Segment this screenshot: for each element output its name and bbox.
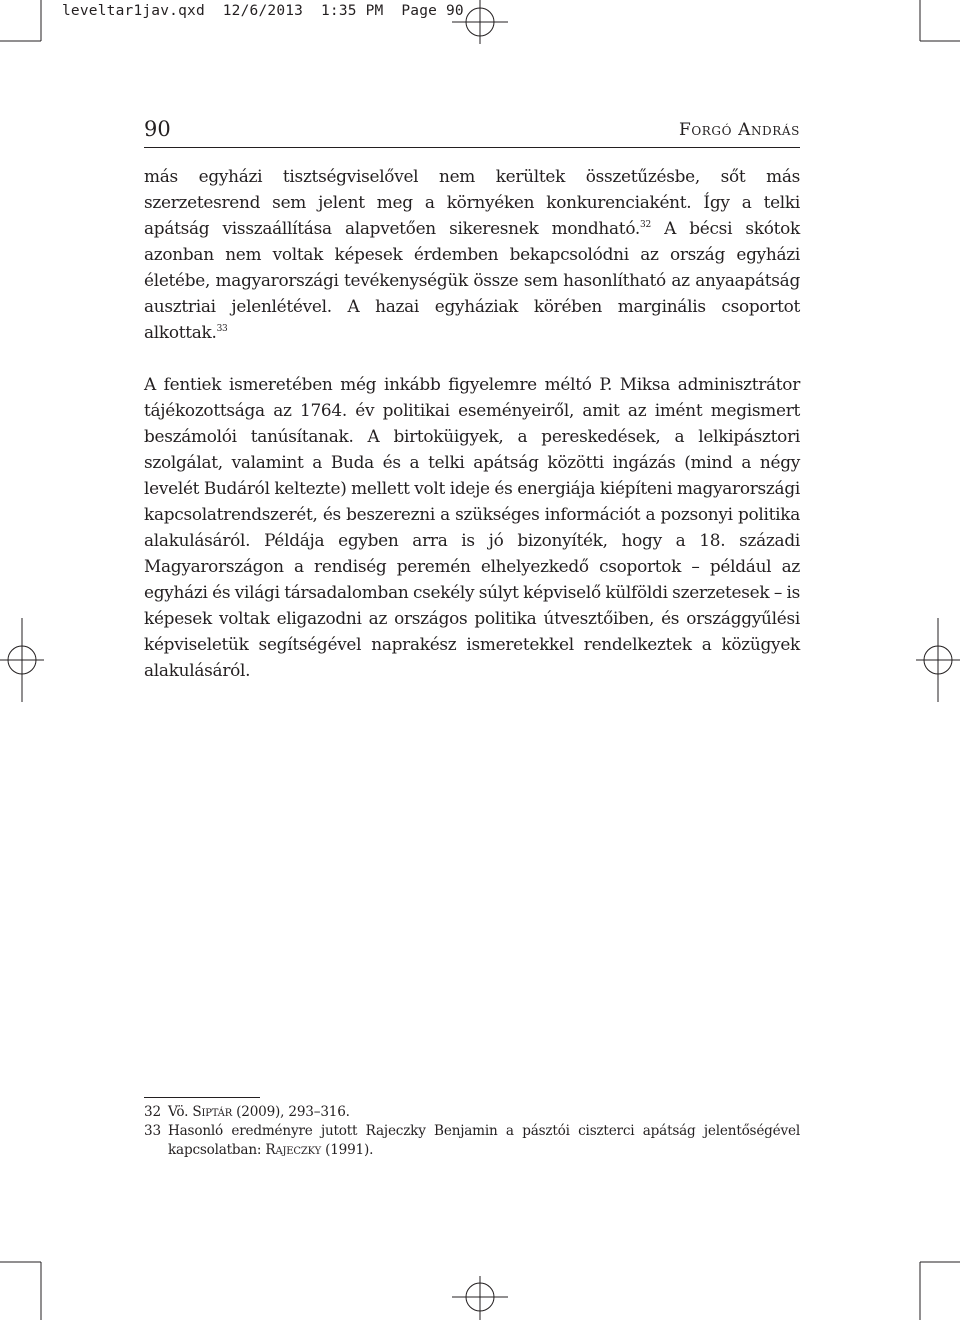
body-text	[144, 163, 800, 683]
page-header	[144, 117, 800, 148]
footnote-text-part: Vö.	[168, 1104, 193, 1120]
footnote-text-part: (1991).	[320, 1142, 374, 1158]
footnote-reference: 32	[640, 220, 651, 230]
cited-author: Siptár	[192, 1104, 233, 1120]
footnote-number: 32	[144, 1104, 161, 1120]
footnote-number: 33	[144, 1123, 161, 1139]
running-head-author: Forgó András	[678, 120, 800, 140]
registration-mark	[452, 1276, 508, 1320]
paragraph	[144, 163, 800, 345]
cited-author: Rajeczky	[265, 1142, 321, 1158]
registration-mark	[452, 0, 508, 44]
footnotes	[144, 1103, 800, 1160]
footnote-text	[168, 1103, 800, 1122]
paragraph-text: más egyházi tisztségviselővel nem kerültek összetűzésbe, sőt más szerzetesrend sem jelent meg a környéken konkurenciaként. Így a telki apátság visszaállítása alapvetően sikeresnek mondható.	[144, 166, 800, 238]
paragraph-text: A bécsi skótok azonban nem voltak képesek érdemben bekapcsolódni az ország egyházi életébe, magyarországi tevékenységük össze sem hasonlítható az anyaapátság ausztriai jelenlétével. A hazai egyháziak körében marginális csoportot alkottak.	[144, 218, 800, 342]
registration-mark	[0, 618, 44, 702]
footnote-text-part: Hasonló eredményre jutott Rajeczky Benjamin a pásztói ciszterci apátság jelentőségével kapcsolatban:	[168, 1123, 800, 1158]
footnote-text	[168, 1122, 800, 1160]
footnote-separator	[144, 1097, 260, 1098]
footnote	[144, 1122, 800, 1160]
footnote-text-part: (2009), 293–316.	[232, 1104, 350, 1120]
footnote	[144, 1103, 800, 1122]
paragraph: A fentiek ismeretében még inkább figyelemre méltó P. Miksa adminisztrátor tájékozottsága az 1764. év politikai eseményeiről, amit az imént megismert beszámolói tanúsítanak. A birtoküigyek, a pereskedések, a lelkipásztori szolgálat, valamint a Buda és a telki apátság közötti ingázás (mind a négy levelét Budáról keltezte) mellett volt ideje és energiája kiépíteni magyarországi kapcsolatrendszerét, és beszerezni a szükséges információt a pozsonyi politika alakulásáról. Példája egyben arra is jó bizonyíték, hogy a 18. századi Magyarországon a rendiség peremén elhelyezkedő csoportok – például az egyházi és világi társadalomban csekély súlyt képviselő külföldi szerzetesek – is képesek voltak eligazodni az országos politika útvesztőiben, és országgyűlési képviseletük segítségével naprakész ismeretekkel rendelkeztek a közügyek alakulásáról.	[144, 374, 800, 680]
registration-mark	[916, 618, 960, 702]
footnote-reference: 33	[216, 324, 228, 334]
page-number: 90	[144, 117, 171, 141]
file-slug: leveltar1jav.qxd 12/6/2013 1:35 PM Page 90	[62, 3, 464, 19]
